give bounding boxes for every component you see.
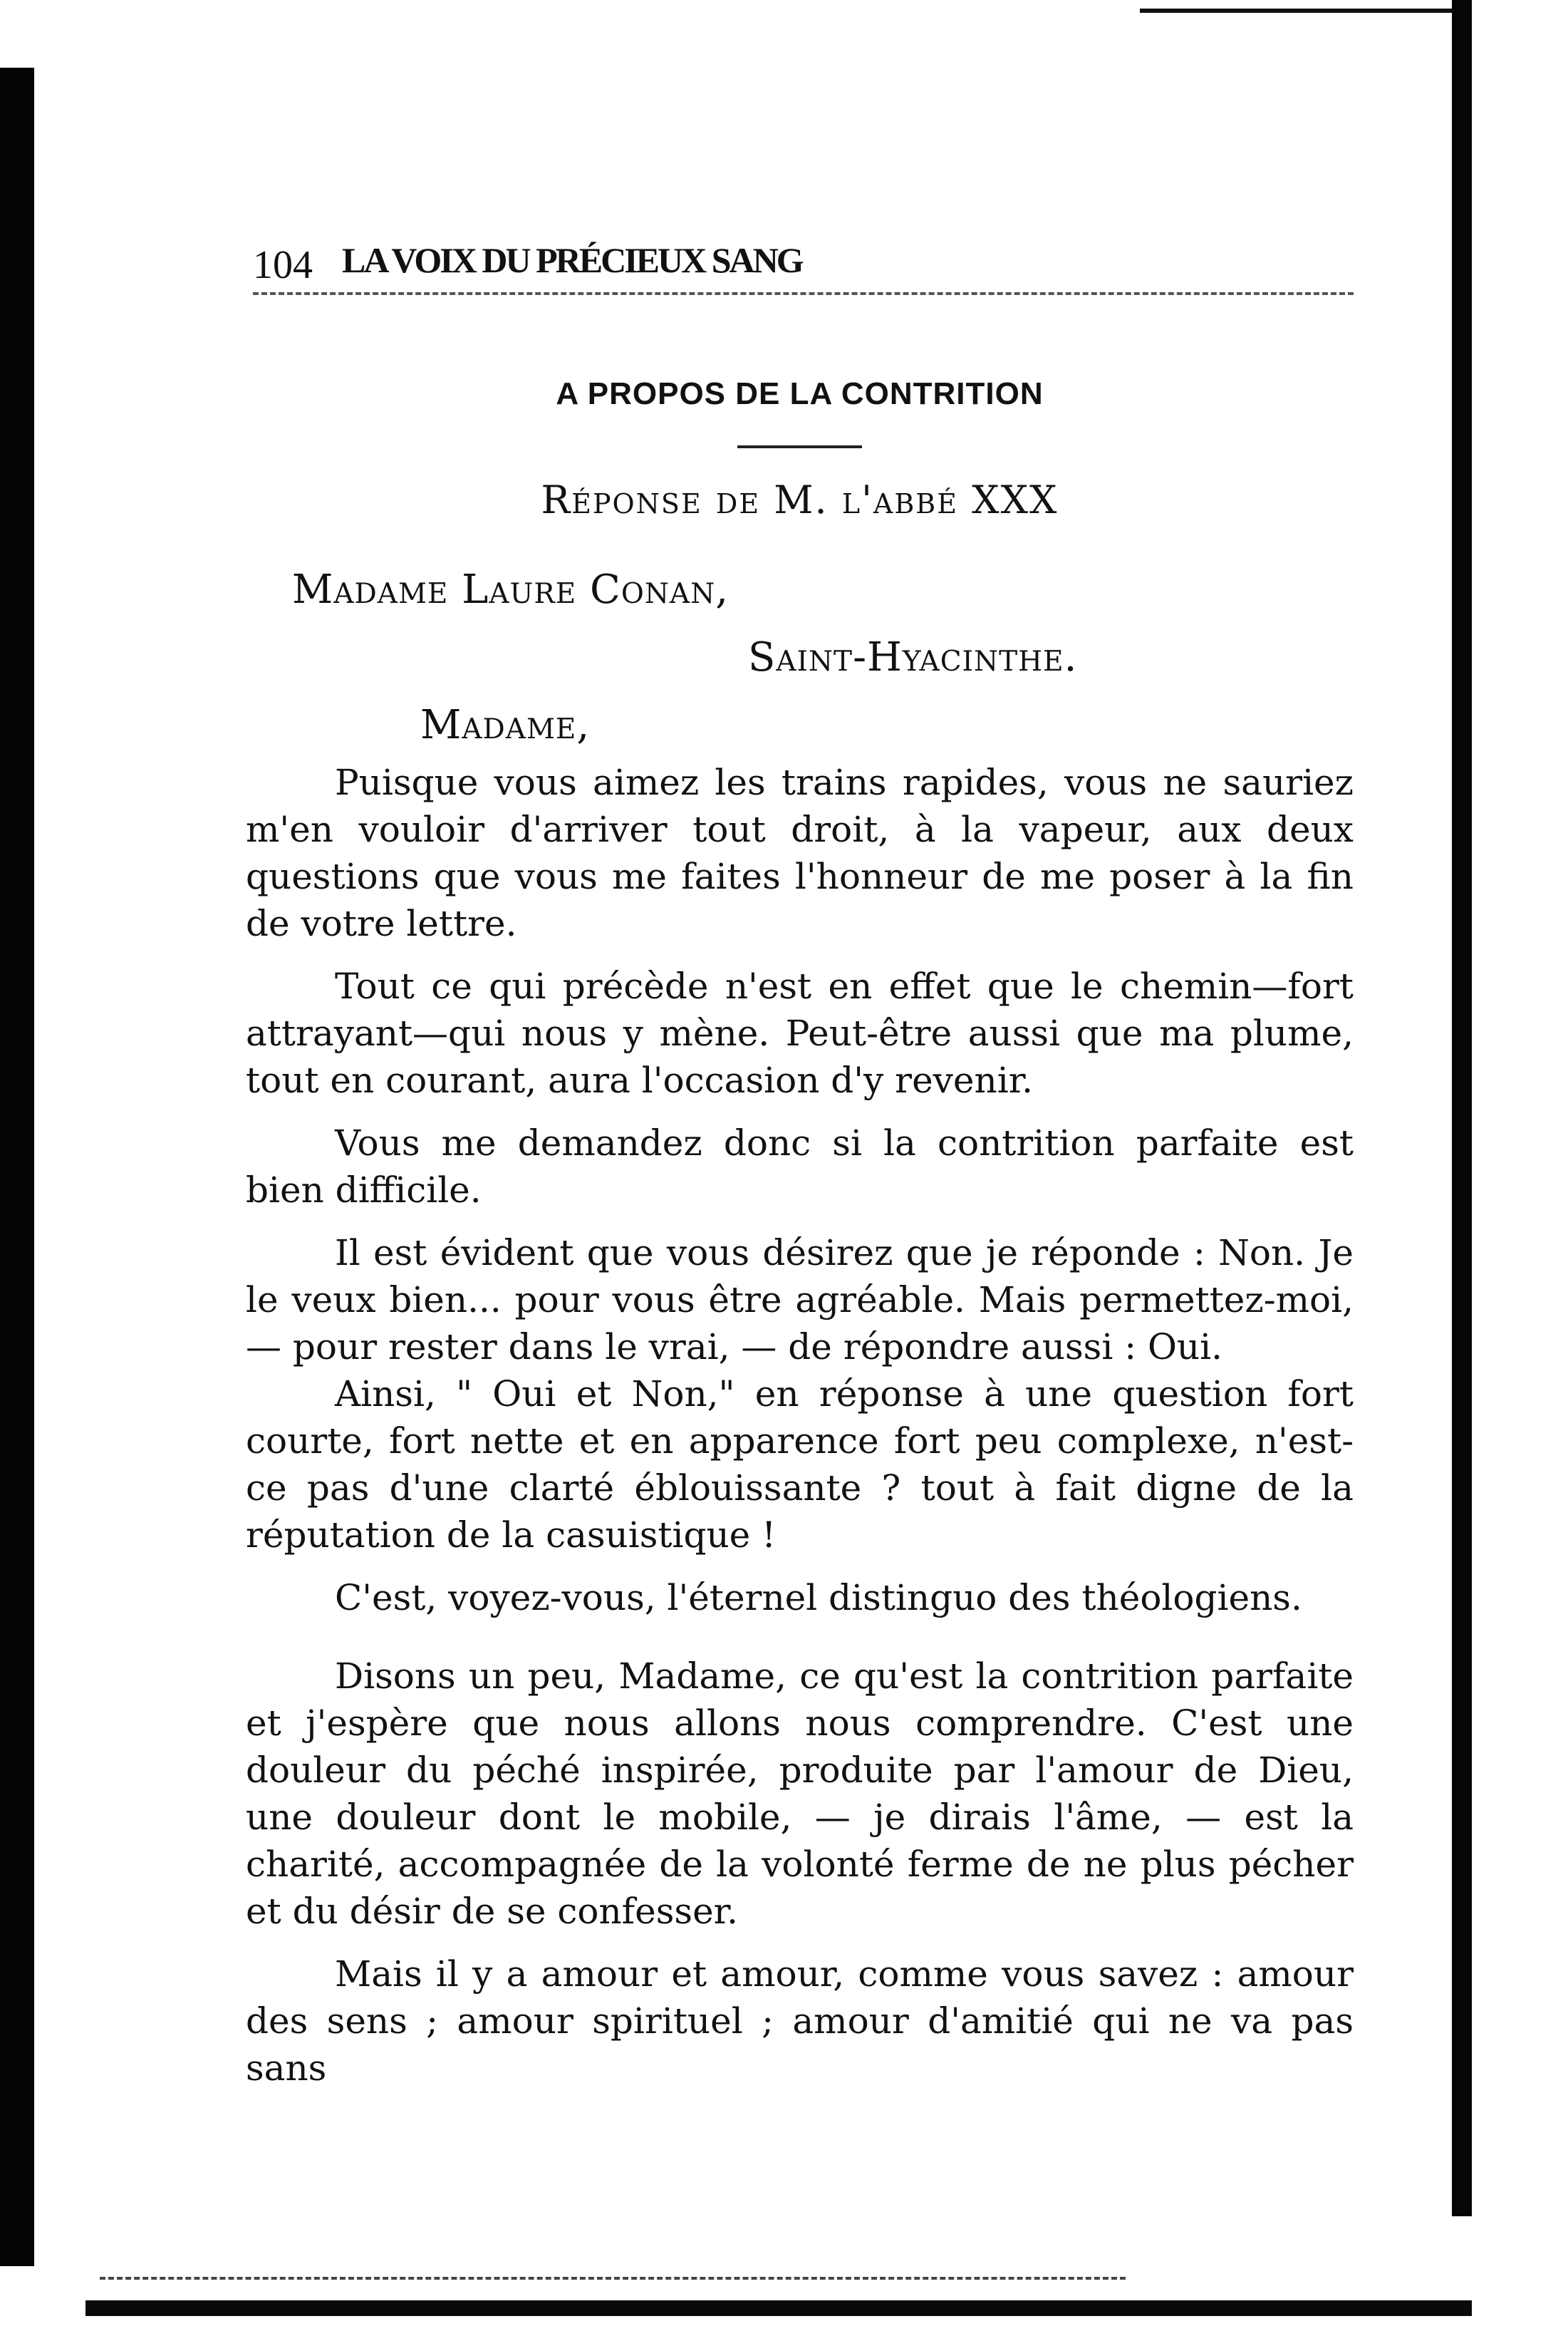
bottom-scan-edge [85, 2300, 1472, 2316]
page-number: 104 [253, 243, 313, 287]
title-rule [737, 445, 862, 448]
article-title: A PROPOS DE LA CONTRITION [556, 376, 1044, 411]
top-edge-rule [1140, 9, 1468, 13]
paragraph: Disons un peu, Madame, ce qu'est la contrition parfaite et j'espère que nous allons nous comprendre. C'est une douleur du péché inspirée, produite par l'amour de Dieu, une douleur dont le mobile, — je dirais l'âme, — est la charité, accompagnée de la volonté ferme de ne plus pécher et du désir de se confesser. [246, 1655, 1354, 1932]
running-title: LA VOIX DU PRÉCIEUX SANG [342, 240, 802, 280]
letter-body [246, 759, 1354, 2092]
left-scan-edge [0, 68, 34, 2266]
salutation: Madame, [420, 702, 591, 748]
paragraph: Il est évident que vous désirez que je réponde : Non. Je le veux bien... pour vous être agréable. Mais permettez-moi, — pour rester dans le vrai, — de répondre aussi : Oui. [246, 1232, 1354, 1368]
running-header [246, 221, 1354, 285]
bottom-rule [100, 2277, 1126, 2280]
header-rule [253, 292, 1354, 295]
right-scan-edge [1452, 0, 1472, 2216]
paragraph: Mais il y a amour et amour, comme vous savez : amour des sens ; amour spirituel ; amour d'amitié qui ne va pas sans [246, 1953, 1354, 2089]
place-line: Saint-Hyacinthe. [748, 634, 1078, 681]
paragraph: Vous me demandez donc si la contrition parfaite est bien difficile. [246, 1122, 1354, 1211]
paragraph: Tout ce qui précède n'est en effet que le chemin—fort attrayant—qui nous y mène. Peut-être aussi que ma plume, tout en courant, aura l'occasion d'y revenir. [246, 966, 1354, 1101]
paragraph: Ainsi, " Oui et Non," en réponse à une question fort courte, fort nette et en apparence fort peu complexe, n'est-ce pas d'une clarté éblouissante ? tout à fait digne de la réputation de la casuistique ! [246, 1373, 1354, 1556]
paragraph: C'est, voyez-vous, l'éternel distinguo des théologiens. [335, 1577, 1302, 1618]
addressee: Madame Laure Conan, [292, 567, 730, 613]
article-subtitle: Réponse de M. l'abbé XXX [541, 477, 1059, 522]
paragraph: Puisque vous aimez les trains rapides, vous ne sauriez m'en vouloir d'arriver tout droit, à la vapeur, aux deux questions que vous me faites l'honneur de me poser à la fin de votre lettre. [246, 762, 1354, 944]
